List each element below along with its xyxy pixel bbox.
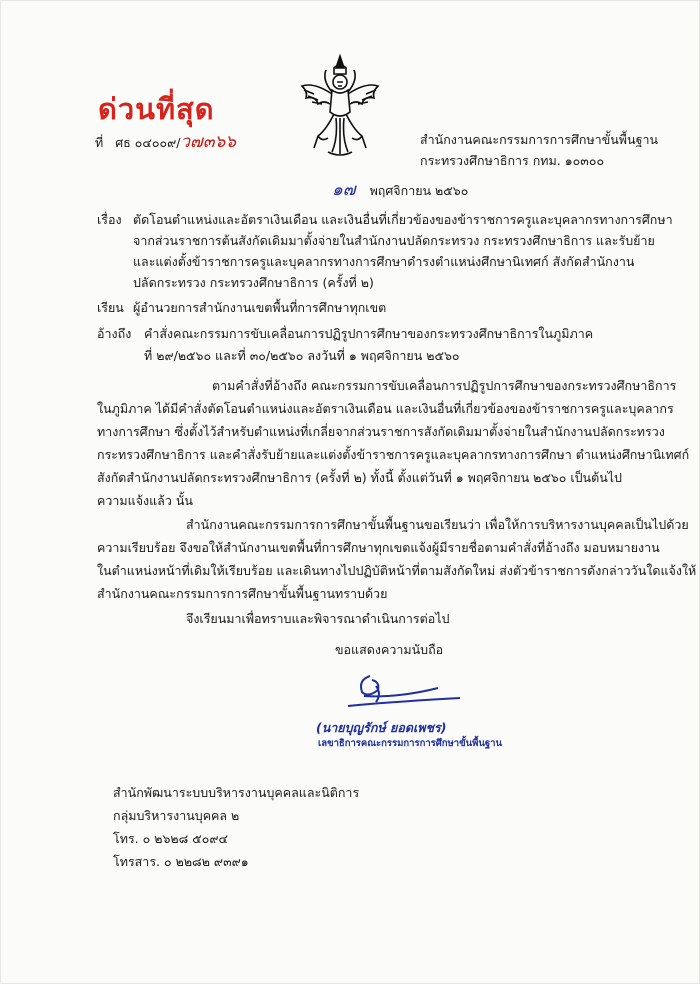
closing-regards: ขอแสดงความนับถือ [335, 642, 444, 657]
date-month-year: พฤศจิกายน ๒๕๖๐ [369, 183, 469, 198]
ref-label: ที่ [95, 135, 104, 150]
footer-phone: โทร. ๐ ๒๖๒๘ ๕๐๙๔ [113, 831, 228, 846]
urgent-stamp: ด่วนที่สุด [98, 92, 215, 126]
letter-date [332, 182, 468, 199]
subject-line-1: ตัดโอนตำแหน่งและอัตราเงินเดือน และเงินอื่นที่เกี่ยวข้องของข้าราชการครูและบุคลากรทางการศึกษา [133, 212, 673, 227]
ref-handwritten: ว๗๓๖๖ [180, 132, 237, 152]
reference-line-2: ที่ ๒๙/๒๕๖๐ และที่ ๓๐/๒๕๖๐ ลงวันที่ ๑ พฤศจิกายน ๒๕๖๐ [144, 348, 460, 363]
para1-line-5: สังกัดสำนักงานปลัดกระทรวงศึกษาธิการ (ครั้งที่ ๒) ทั้งนี้ ตั้งแต่วันที่ ๑ พฤศจิกายน ๒๕๖๐ เป็นต้นไป [97, 470, 622, 485]
subject-line-3: และแต่งตั้งข้าราชการครูและบุคลากรทางการศึกษาดำรงตำแหน่งศึกษานิเทศก์ สังกัดสำนักงาน [133, 254, 635, 269]
agency-line-2: กระทรวงศึกษาธิการ กทม. ๑๐๓๐๐ [420, 153, 605, 168]
para1-line-6: ความแจ้งแล้ว นั้น [97, 493, 193, 508]
salutation-text: ผู้อำนวยการสำนักงานเขตพื้นที่การศึกษาทุกเขต [133, 300, 387, 315]
para2-line-4: สำนักงานคณะกรรมการการศึกษาขั้นพื้นฐานทราบด้วย [97, 586, 388, 601]
subject-label: เรื่อง [97, 212, 122, 227]
reference-line-1: คำสั่งคณะกรรมการขับเคลื่อนการปฏิรูปการศึกษาของกระทรวงศึกษาธิการในภูมิภาค [144, 326, 594, 341]
salutation-label: เรียน [97, 300, 124, 315]
para1-line-1: ตามคำสั่งที่อ้างถึง คณะกรรมการขับเคลื่อนการปฏิรูปการศึกษาของกระทรวงศึกษาธิการ [212, 378, 677, 393]
footer-fax: โทรสาร. ๐ ๒๒๘๒ ๙๓๙๑ [113, 854, 249, 869]
para3-text: จึงเรียนมาเพื่อทราบและพิจารณาดำเนินการต่อไป [186, 611, 450, 626]
subject-line-4: ปลัดกระทรวง กระทรวงศึกษาธิการ (ครั้งที่ ๒) [133, 275, 374, 290]
footer-office: สำนักพัฒนาระบบบริหารงานบุคคลและนิติการ [113, 785, 360, 800]
ref-number [95, 134, 236, 151]
para2-line-1: สำนักงานคณะกรรมการการศึกษาขั้นพื้นฐานขอเรียนว่า เพื่อให้การบริหารงานบุคคลเป็นไปด้วย [186, 517, 689, 532]
subject-line-2: จากส่วนราชการต้นสังกัดเดิมมาตั้งจ่ายในสำนักงานปลัดกระทรวง กระทรวงศึกษาธิการ และรับย้าย [133, 233, 655, 248]
reference-label: อ้างถึง [97, 326, 132, 341]
signature-scribble [318, 658, 468, 718]
para2-line-3: ในตำแหน่งหน้าที่เดิมให้เรียบร้อย และเดินทางไปปฏิบัติหน้าที่ตามสังกัดใหม่ ส่งตัวข้าราชการดังกล่าววันใดแจ้งให้ [97, 563, 697, 578]
agency-line-1: สำนักงานคณะกรรมการการศึกษาขั้นพื้นฐาน [420, 132, 659, 147]
para1-line-3: ทางการศึกษา ซึ่งตั้งไว้สำหรับตำแหน่งที่เกลี่ยจากส่วนราชการสังกัดเดิมมาตั้งจ่ายในสำนักงานปลัดกระทรวง [97, 424, 665, 439]
footer-group: กลุ่มบริหารงานบุคคล ๒ [113, 808, 240, 823]
para1-line-2: ในภูมิภาค ได้มีคำสั่งตัดโอนตำแหน่งและอัตราเงินเดือน และเงินอื่นที่เกี่ยวข้องของข้าราชการครูและบุคลากร [97, 401, 674, 416]
date-day-handwritten: ๑๗ [332, 180, 356, 200]
para1-line-4: กระทรวงศึกษาธิการ และคำสั่งรับย้ายและแต่งตั้งข้าราชการครูและบุคลากรทางการศึกษา ตำแหน่งศึกษานิเทศก์ [97, 447, 690, 462]
ref-printed: ศธ ๐๔๐๐๙/ [115, 135, 181, 150]
garuda-emblem-icon [292, 52, 388, 160]
signer-name: (นายบุญรักษ์ ยอดเพชร) [316, 720, 447, 735]
signer-title: เลขาธิการคณะกรรมการการศึกษาขั้นพื้นฐาน [318, 738, 502, 749]
para2-line-2: ความเรียบร้อย จึงขอให้สำนักงานเขตพื้นที่การศึกษาทุกเขตแจ้งผู้มีรายชื่อตามคำสั่งที่อ้างถึง มอบหมายงาน [97, 540, 660, 555]
